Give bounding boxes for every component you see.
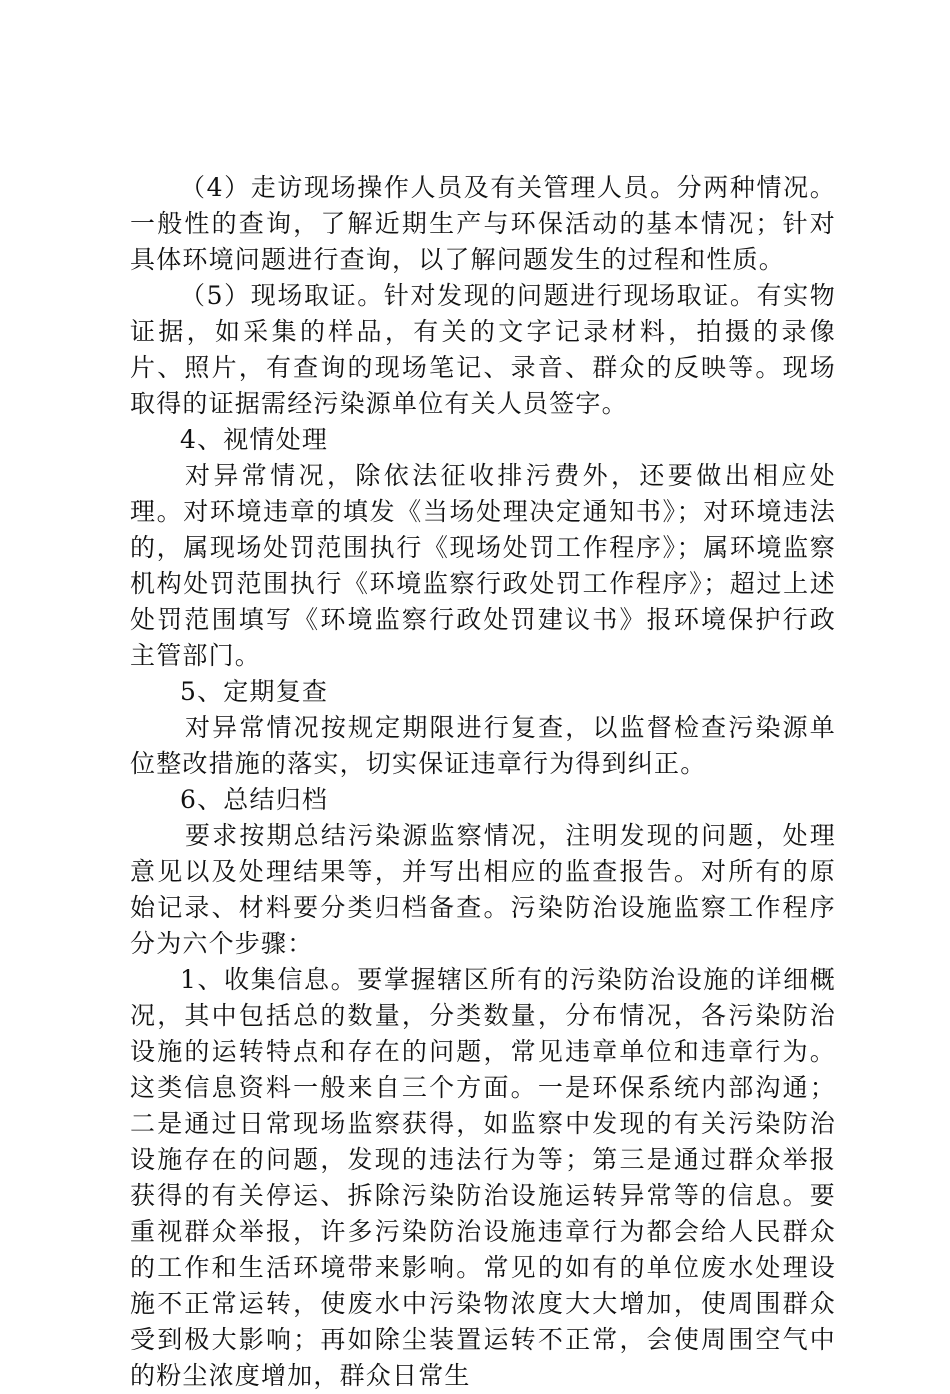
paragraph-review: 对异常情况按规定期限进行复查，以监督检查污染源单位整改措施的落实，切实保证违章行为得到纠正。: [130, 713, 836, 778]
paragraph-collect-info: 1、收集信息。要掌握辖区所有的污染防治设施的详细概况，其中包括总的数量，分类数量，分布情况，各污染防治设施的运转特点和存在的问题，常见违章单位和违章行为。这类信息资料一般来自三个方面。一是环保系统内部沟通；二是通过日常现场监察获得，如监察中发现的有关污染防治设施存在的问题，发现的违法行为等；第三是通过群众举报获得的有关停运、拆除污染防治设施运转异常等的信息。要重视群众举报，许多污染防治设施违章行为都会给人民群众的工作和生活环境带来影响。常见的如有的单位废水处理设施不正常运转，使废水中污染物浓度大大增加，使周围群众受到极大影响；再如除尘装置运转不正常，会使周围空气中的粉尘浓度增加，群众日常生: [130, 965, 836, 1390]
section-heading-4: 4、视情处理: [180, 425, 329, 454]
paragraph-5-evidence: （5）现场取证。针对发现的问题进行现场取证。有实物证据，如采集的样品，有关的文字记录材料，拍摄的录像片、照片，有查询的现场笔记、录音、群众的反映等。现场取得的证据需经污染源单位有关人员签字。: [130, 281, 836, 418]
section-heading-5: 5、定期复查: [180, 677, 329, 706]
section-heading-6: 6、总结归档: [180, 785, 329, 814]
document-body: [130, 170, 836, 1394]
paragraph-summary: 要求按期总结污染源监察情况，注明发现的问题，处理意见以及处理结果等，并写出相应的监查报告。对所有的原始记录、材料要分类归档备查。污染防治设施监察工作程序分为六个步骤：: [130, 821, 836, 958]
paragraph-4-interview: （4）走访现场操作人员及有关管理人员。分两种情况。一般性的查询，了解近期生产与环保活动的基本情况；针对具体环境问题进行查询，以了解问题发生的过程和性质。: [130, 173, 836, 274]
paragraph-handling: 对异常情况，除依法征收排污费外，还要做出相应处理。对环境违章的填发《当场处理决定通知书》；对环境违法的，属现场处罚范围执行《现场处罚工作程序》；属环境监察机构处罚范围执行《环境监察行政处罚工作程序》；超过上述处罚范围填写《环境监察行政处罚建议书》报环境保护行政主管部门。: [130, 461, 836, 670]
